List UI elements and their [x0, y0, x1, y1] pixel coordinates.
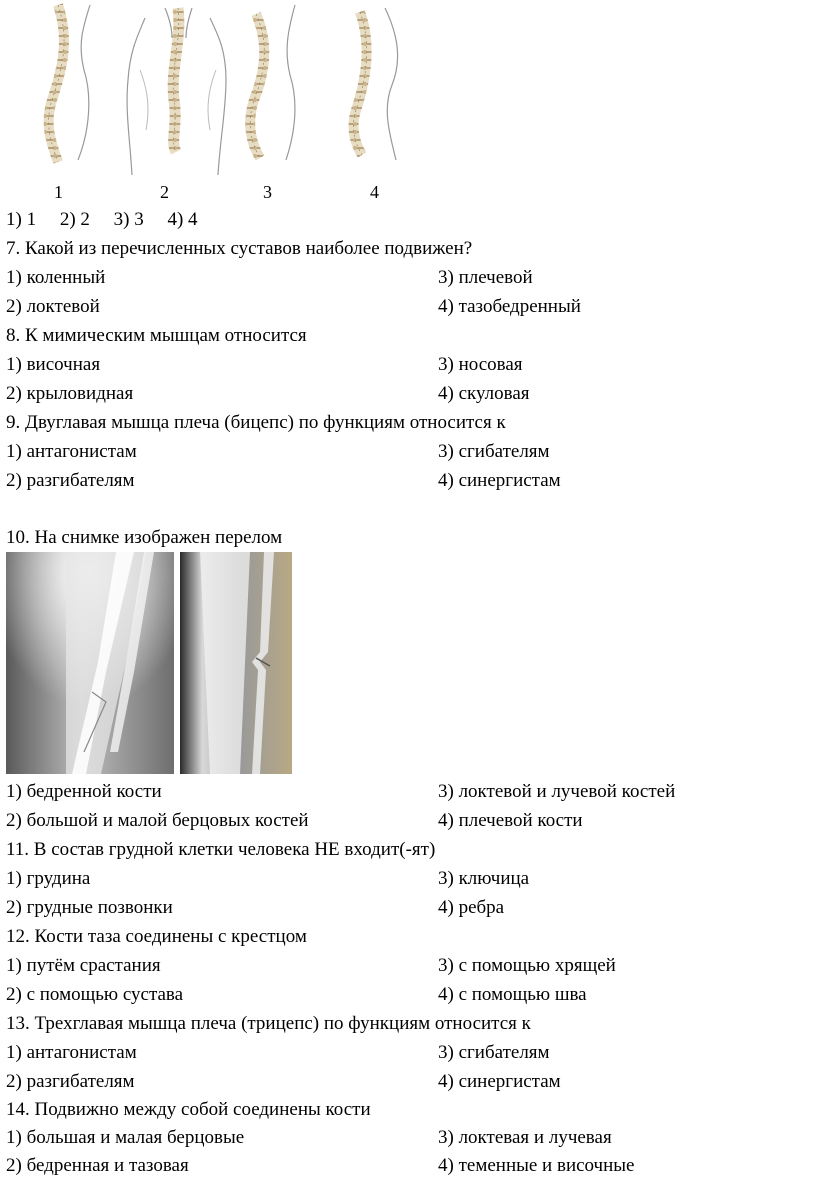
option: 4) синергистам [438, 1071, 561, 1092]
option: 4) синергистам [438, 470, 561, 491]
question-8: 8. К мимическим мышцам относится [6, 325, 307, 346]
option: 2) с помощью сустава [6, 984, 184, 1005]
question-10-row-2 [6, 807, 806, 835]
option: 2) грудные позвонки [6, 897, 173, 918]
option: 3) ключица [438, 868, 530, 889]
spine-illustrations [20, 0, 420, 180]
option: 4) плечевой кости [438, 810, 583, 831]
option: 3) сгибателям [438, 441, 550, 462]
question-13-row-2 [6, 1068, 806, 1096]
question-7-row-2 [6, 293, 806, 321]
spine-label-1: 1 [54, 182, 63, 202]
option: 3) плечевой [438, 267, 533, 288]
question-11-row-2 [6, 894, 806, 922]
question-12-row-1 [6, 952, 806, 980]
option: 4) скуловая [438, 383, 530, 404]
question-13-row-1 [6, 1039, 806, 1067]
question-8-row-1 [6, 351, 806, 379]
option: 1) антагонистам [6, 441, 137, 462]
spine-label-2: 2 [160, 182, 169, 202]
option: 1) путём срастания [6, 955, 161, 976]
spine-label-4: 4 [370, 182, 379, 202]
question-9-row-1 [6, 438, 806, 466]
option: 1) большая и малая берцовые [6, 1127, 245, 1148]
option: 2) разгибателям [6, 470, 135, 491]
spine-figure-2 [127, 8, 226, 175]
question-11: 11. В состав грудной клетки человека НЕ входит(-ят) [6, 839, 436, 860]
xray-image-right [180, 552, 292, 774]
option: 1) коленный [6, 267, 106, 288]
question-7: 7. Какой из перечисленных суставов наиболее подвижен? [6, 238, 473, 259]
question-14-row-1 [6, 1124, 806, 1152]
question-9: 9. Двуглавая мышца плеча (бицепс) по функциям относится к [6, 412, 506, 433]
question-13: 13. Трехглавая мышца плеча (трицепс) по функциям относится к [6, 1013, 531, 1034]
question-11-row-1 [6, 865, 806, 893]
question-8-row-2 [6, 380, 806, 408]
question-12-row-2 [6, 981, 806, 1009]
spine-answer-options: 1) 1 2) 2 3) 3 4) 4 [6, 209, 198, 230]
option: 1) грудина [6, 868, 91, 889]
option: 1) височная [6, 354, 101, 375]
question-7-row-1 [6, 264, 806, 292]
option: 3) локтевая и лучевая [438, 1127, 612, 1148]
question-14: 14. Подвижно между собой соединены кости [6, 1099, 371, 1120]
option: 3) локтевой и лучевой костей [438, 781, 676, 802]
question-9-row-2 [6, 467, 806, 495]
question-14-row-2 [6, 1152, 806, 1180]
option: 2) разгибателям [6, 1071, 135, 1092]
option: 2) бедренная и тазовая [6, 1155, 189, 1176]
option: 4) тазобедренный [438, 296, 581, 317]
option: 4) с помощью шва [438, 984, 587, 1005]
spine-figure-labels [0, 182, 420, 206]
spine-figure-3 [250, 5, 295, 160]
spine-figure-4 [354, 8, 398, 160]
option: 4) ребра [438, 897, 505, 918]
option: 2) большой и малой берцовых костей [6, 810, 309, 831]
option: 2) локтевой [6, 296, 100, 317]
option: 3) сгибателям [438, 1042, 550, 1063]
spine-figure-1 [49, 5, 90, 162]
question-10-row-1 [6, 778, 806, 806]
option: 2) крыловидная [6, 383, 134, 404]
option: 1) бедренной кости [6, 781, 162, 802]
question-12: 12. Кости таза соединены с крестцом [6, 926, 307, 947]
xray-image-left [6, 552, 174, 774]
spine-label-3: 3 [263, 182, 272, 202]
option: 4) теменные и височные [438, 1155, 635, 1176]
question-10: 10. На снимке изображен перелом [6, 527, 283, 548]
option: 1) антагонистам [6, 1042, 137, 1063]
option: 3) носовая [438, 354, 523, 375]
option: 3) с помощью хрящей [438, 955, 616, 976]
